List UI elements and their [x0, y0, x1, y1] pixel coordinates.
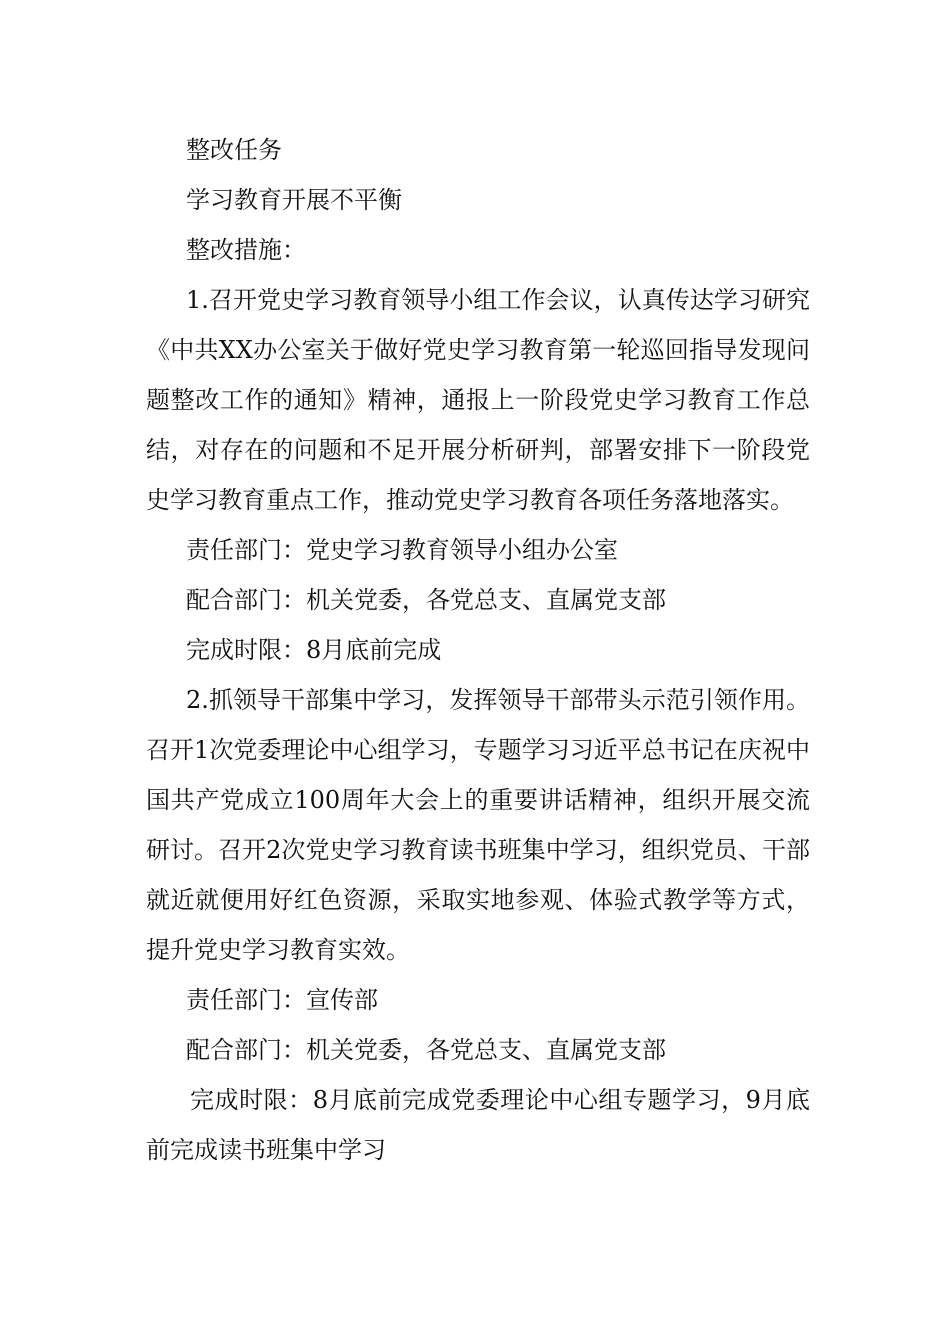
- measure-2-number: 2.: [186, 686, 209, 714]
- measure-1-text: 召开党史学习教育领导小组工作会议，认真传达学习研究《中共XX办公室关于做好党史学习教育第一轮巡回指导发现问题整改工作的通知》精神，通报上一阶段党史学习教育工作总结，对存在的问题和不足开展分析研判，部署安排下一阶段党史学习教育重点工作，推动党史学习教育各项任务落地落实。: [146, 286, 810, 514]
- measure-1-number: 1.: [186, 286, 209, 314]
- measure-2-cooperating: 配合部门：机关党委，各党总支、直属党支部: [186, 1036, 666, 1064]
- task-title: 学习教育开展不平衡: [186, 186, 402, 214]
- measure-1-cooperating: 配合部门：机关党委，各党总支、直属党支部: [186, 586, 666, 614]
- document-body: [146, 125, 810, 1175]
- measure-1-deadline: 完成时限：8月底前完成: [186, 636, 442, 664]
- task-heading: 整改任务: [186, 136, 282, 164]
- measure-2-deadline: 完成时限：8月底前完成党委理论中心组专题学习，9月底前完成读书班集中学习: [146, 1086, 810, 1164]
- measure-2-text: 抓领导干部集中学习，发挥领导干部带头示范引领作用。召开1次党委理论中心组学习，专题学习习近平总书记在庆祝中国共产党成立100周年大会上的重要讲话精神，组织开展交流研讨。召开2次党史学习教育读书班集中学习，组织党员、干部就近就便用好红色资源，采取实地参观、体验式教学等方式，提升党史学习教育实效。: [146, 686, 810, 964]
- measure-2-responsible: 责任部门：宣传部: [186, 986, 378, 1014]
- measures-heading: 整改措施：: [186, 236, 306, 264]
- measure-1-paragraph: [146, 275, 810, 525]
- measure-1-responsible: 责任部门：党史学习教育领导小组办公室: [186, 536, 618, 564]
- measure-2-paragraph: [146, 675, 810, 975]
